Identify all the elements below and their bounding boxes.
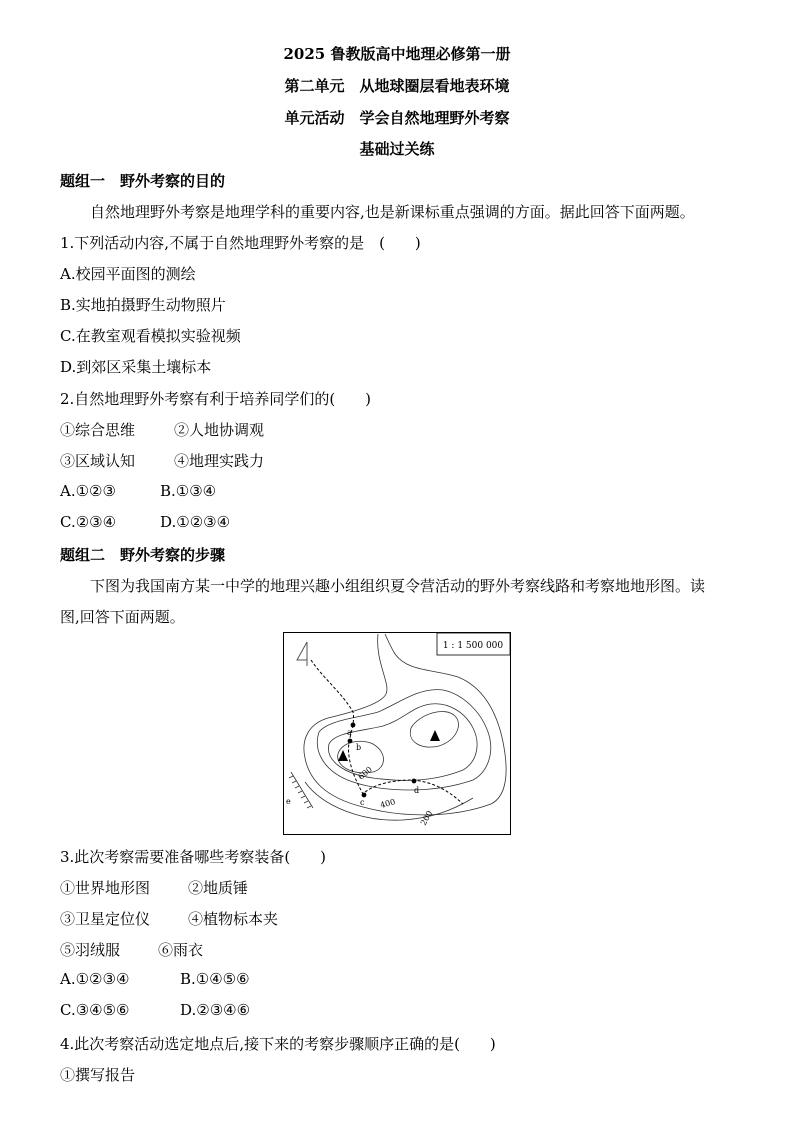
unit-title: 第二单元 从地球圈层看地表环境 (284, 77, 510, 95)
document-title: 2025 鲁教版高中地理必修第一册 (283, 45, 511, 63)
q1-stem: 1.下列活动内容,不属于自然地理野外考察的是 ( ) (60, 234, 421, 252)
q2-item-4: ④地理实践力 (174, 452, 265, 470)
q2-option-a: A.①②③ (60, 482, 116, 500)
q3-item-1: ①世界地形图 (60, 879, 151, 897)
map-border (284, 633, 511, 835)
q3-stem: 3.此次考察需要准备哪些考察装备( ) (60, 848, 327, 866)
contour-label-600: 600 (356, 764, 374, 782)
q3-item-6: ⑥雨衣 (158, 941, 204, 959)
point-c-label: c (360, 798, 365, 807)
group1-intro: 自然地理野外考察是地理学科的重要内容,也是新课标重点强调的方面。据此回答下面两题。 (90, 203, 695, 221)
q1-option-c: C.在教室观看模拟实验视频 (60, 327, 241, 345)
q2-stem: 2.自然地理野外考察有利于培养同学们的( ) (60, 390, 372, 408)
q2-option-d: D.①②③④ (160, 513, 231, 531)
point-d-label: d (414, 786, 420, 795)
q1-option-a: A.校园平面图的测绘 (60, 265, 196, 283)
point-d (412, 779, 417, 784)
q1-option-b: B.实地拍摄野生动物照片 (60, 296, 226, 314)
q1-option-d: D.到郊区采集土壤标本 (60, 358, 212, 376)
activity-title: 单元活动 学会自然地理野外考察 (284, 109, 510, 127)
map-scale-label: 1 : 1 500 000 (442, 641, 504, 651)
q3-option-a: A.①②③④ (60, 970, 130, 988)
practice-title: 基础过关练 (359, 140, 435, 158)
topographic-map (283, 632, 511, 835)
point-b-label: b (356, 743, 362, 752)
point-a (351, 723, 356, 728)
contour-label-200: 200 (418, 809, 435, 827)
q3-item-5: ⑤羽绒服 (60, 941, 121, 959)
q2-item-2: ②人地协调观 (174, 421, 265, 439)
group2-intro-line1: 下图为我国南方某一中学的地理兴趣小组组织夏令营活动的野外考察线路和考察地地形图。读 (90, 577, 706, 595)
point-c (362, 793, 367, 798)
point-e-label: e (286, 797, 291, 806)
point-a-label: a (347, 728, 352, 737)
q2-option-b: B.①③④ (160, 482, 217, 500)
q3-option-d: D.②③④⑥ (180, 1001, 251, 1019)
contour-label-400: 400 (379, 797, 397, 810)
q3-option-c: C.③④⑤⑥ (60, 1001, 130, 1019)
q3-item-2: ②地质锤 (188, 879, 249, 897)
q3-option-b: B.①④⑤⑥ (180, 970, 250, 988)
q2-item-3: ③区域认知 (60, 452, 136, 470)
group2-intro-line2: 图,回答下面两题。 (60, 608, 185, 626)
q3-item-3: ③卫星定位仪 (60, 910, 151, 928)
q3-item-4: ④植物标本夹 (188, 910, 279, 928)
point-b (348, 739, 353, 744)
q2-option-c: C.②③④ (60, 513, 117, 531)
q2-item-1: ①综合思维 (60, 421, 136, 439)
group1-heading: 题组一 野外考察的目的 (60, 172, 226, 190)
q4-stem: 4.此次考察活动选定地点后,接下来的考察步骤顺序正确的是( ) (60, 1035, 496, 1053)
q4-item-1: ①撰写报告 (60, 1066, 136, 1084)
group2-heading: 题组二 野外考察的步骤 (60, 546, 226, 564)
